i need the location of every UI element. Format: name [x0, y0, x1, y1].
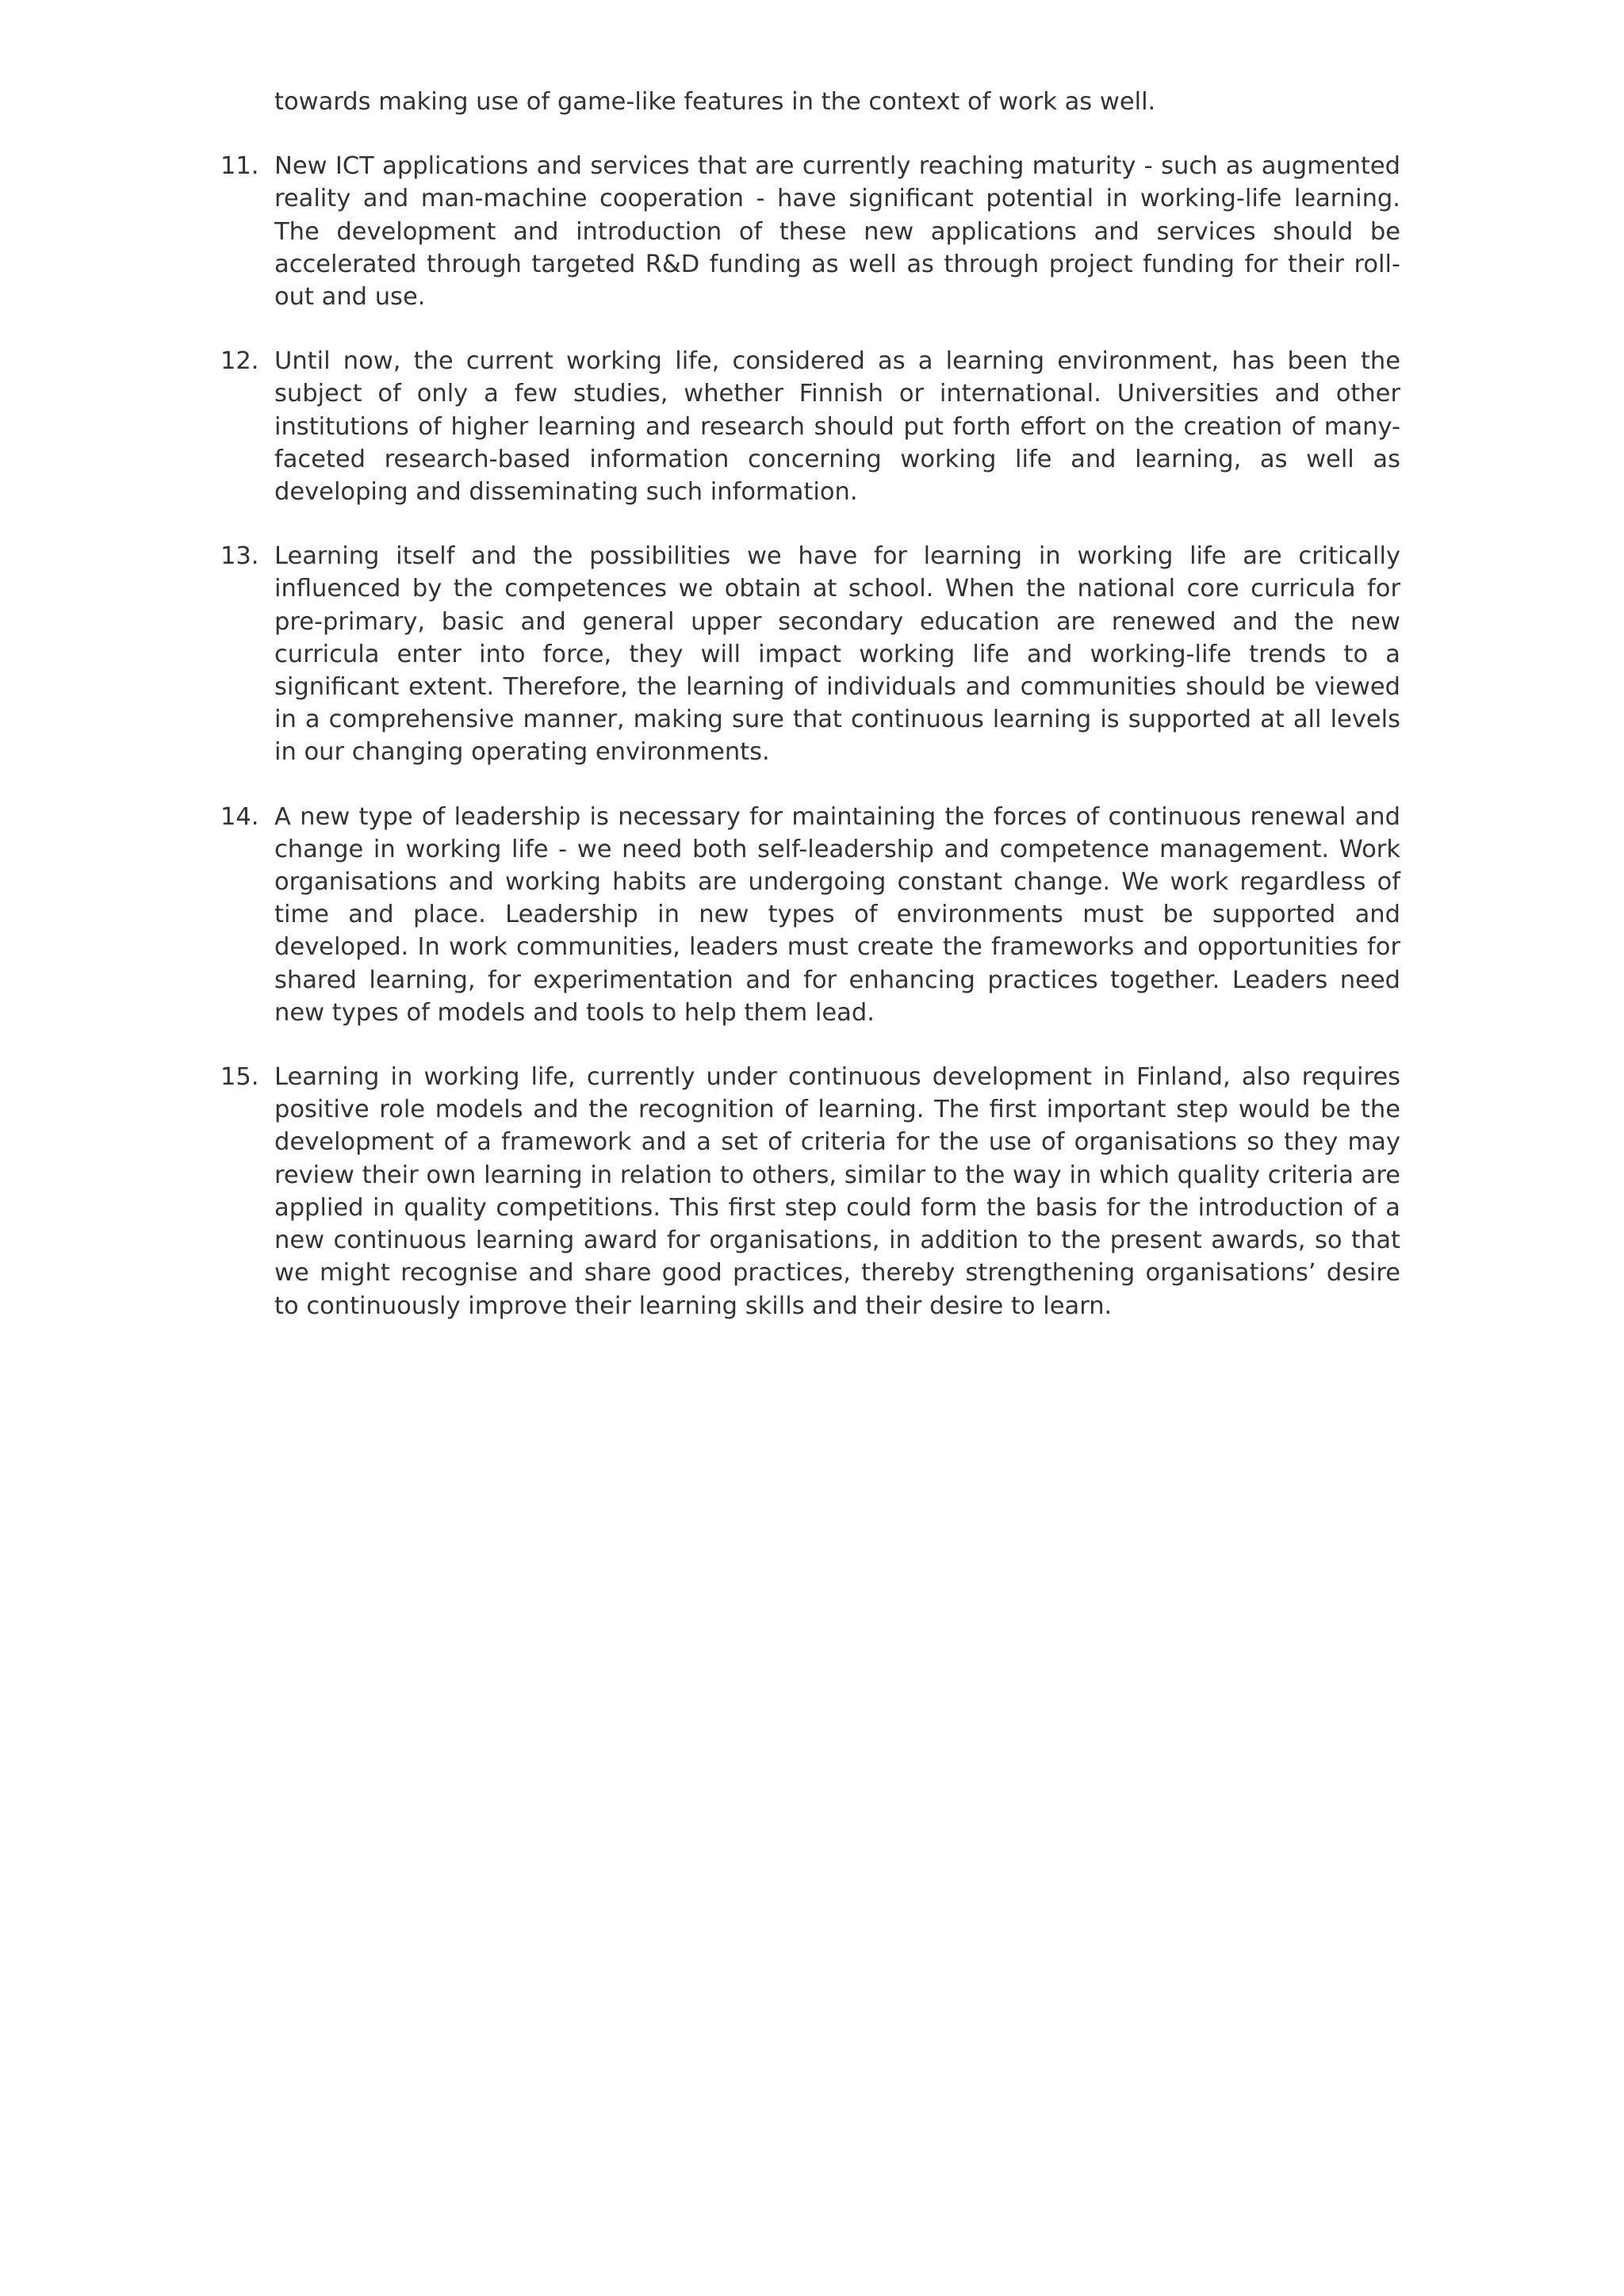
list-item-13: [220, 540, 1400, 768]
list-item-12: [220, 345, 1400, 508]
list-item-text: Until now, the current working life, considered as a learning environment, has been the subject of only a few studies, whether Finnish or international. Universities and other institutions of higher learning and research should put forth effort on the creation of many-faceted research-based information concerning working life and learning, as well as developing and disseminating such information.: [274, 347, 1400, 507]
list-item-number: 12.: [220, 347, 259, 376]
list-item-15: [220, 1061, 1400, 1322]
list-item-number: 13.: [220, 542, 259, 571]
list-item-text: Learning in working life, currently under continuous development in Finland, also requires positive role models and the recognition of learning. The first important step would be the development of a framework and a set of criteria for the use of organisations so they may review their own learning in relation to others, similar to the way in which quality criteria are applied in quality competitions. This first step could form the basis for the introduction of a new continuous learning award for organisations, in addition to the present awards, so that we might recognise and share good practices, thereby strengthening organisations’ desire to continuously improve their learning skills and their desire to learn.: [274, 1063, 1400, 1320]
list-item-14: [220, 801, 1400, 1029]
list-item-11: [220, 150, 1400, 313]
list-item-number: 14.: [220, 802, 259, 831]
list-item-text: New ICT applications and services that are currently reaching maturity - such as augmented reality and man-machine cooperation - have significant potential in working-life learning. The development and introduction of these new applications and services should be accelerated through targeted R&D funding as well as through project funding for their roll-out and use.: [274, 152, 1400, 312]
list-item-number: 15.: [220, 1063, 259, 1092]
list-item-text: A new type of leadership is necessary for maintaining the forces of continuous renewal and change in working life - we need both self-leadership and competence management. Work organisations and working habits are undergoing constant change. We work regardless of time and place. Leadership in new types of environments must be supported and developed. In work communities, leaders must create the frameworks and opportunities for shared learning, for experimentation and for enhancing practices together. Leaders need new types of models and tools to help them lead.: [274, 802, 1400, 1027]
list-item-text: Learning itself and the possibilities we have for learning in working life are critically influenced by the competences we obtain at school. When the national core curricula for pre-primary, basic and general upper secondary education are renewed and the new curricula enter into force, they will impact working life and working-life trends to a significant extent. Therefore, the learning of individuals and communities should be viewed in a comprehensive manner, making sure that continuous learning is supported at all levels in our changing operating environments.: [274, 542, 1400, 767]
document-body: [220, 86, 1400, 1354]
list-item-number: 11.: [220, 152, 259, 181]
continuation-paragraph: towards making use of game-like features in the context of work as well.: [274, 88, 1156, 116]
